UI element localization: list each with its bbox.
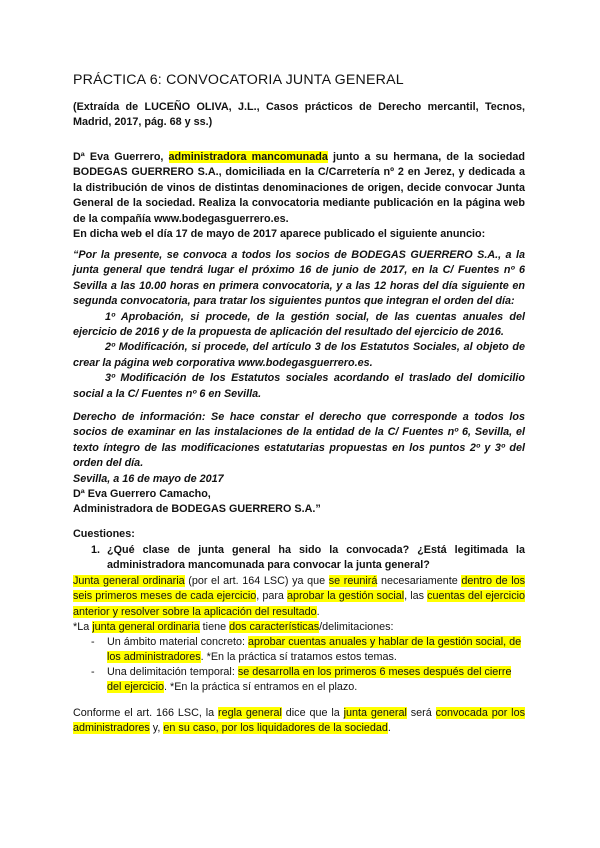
highlight: junta general ordinaria [92, 621, 200, 633]
announcement-opening: “Por la presente, se convoca a todos los socios de BODEGAS GUERRERO S.A., a la junta general que tendrá lugar el próximo 16 de junio de 2017, en la C/ Fuentes nº 6 Sevilla a las 10.00 horas en primera convocatoria, y a las 12 horas del día siguiente en segunda convocatoria, para tratar los siguientes puntos que integran el orden del día: [73, 249, 525, 308]
answer-text: *La [73, 621, 93, 633]
answer-text: , las [404, 590, 428, 603]
highlight: convocada por los administradores [73, 707, 525, 735]
answer-text: dice que la [281, 707, 344, 719]
question-text: ¿Qué clase de junta general ha sido la convocada? ¿Está legitimada la administradora mancomunada para convocar la junta general? [107, 544, 525, 572]
highlight: cuentas del ejercicio anterior y resolver sobre la aplicación del resultado [73, 590, 525, 618]
list-item [73, 665, 525, 696]
announcement-date: Sevilla, a 16 de mayo de 2017 [73, 472, 224, 485]
highlight: junta general [343, 707, 407, 719]
source-citation: (Extraída de LUCEÑO OLIVA, J.L., Casos prácticos de Derecho mercantil, Tecnos, Madrid, 2017, pág. 68 y ss.) [73, 101, 525, 129]
answer-text: Conforme el art. 166 LSC, la [73, 707, 219, 719]
question-1 [73, 543, 525, 574]
intro-text-1: Dª Eva Guerrero, [73, 151, 164, 163]
questions-heading: Cuestiones: [73, 528, 135, 540]
highlight: regla general [218, 707, 282, 719]
highlight: Junta general ordinaria [73, 575, 185, 587]
answer-paragraph-2 [73, 620, 525, 635]
answer-text: será [406, 707, 436, 719]
answer-paragraph-3 [73, 706, 525, 737]
answer-text: /delimitaciones: [319, 621, 394, 633]
signatory-name: Dª Eva Guerrero Camacho, [73, 488, 211, 501]
answer-text: necesariamente [377, 575, 462, 587]
intro-text-3: En dicha web el día 17 de mayo de 2017 aparece publicado el siguiente anuncio: [73, 228, 486, 241]
bullet-dash: - [91, 666, 95, 678]
announcement-footer [73, 410, 525, 518]
agenda-item-1: 1º Aprobación, si procede, de la gestión social, de las cuentas anuales del ejercicio de 2016 y de la propuesta de aplicación del resultado del ejercicio de 2016. [73, 310, 525, 339]
agenda-item-2: 2º Modificación, si procede, del artículo 3 de los Estatutos Sociales, al objeto de crear la página web corporativa www.bodegasguerrero.es. [73, 341, 525, 369]
answer-paragraph-1 [73, 574, 525, 620]
answer-text: , para [256, 590, 287, 603]
information-right-paragraph: Derecho de información: Se hace constar el derecho que corresponde a todos los socios de examinar en las instalaciones de la entidad de la C/ Fuentes nº 6, Sevilla, el texto íntegro de las modificaciones estatutarias propuestas en los puntos 2º y 3º del orden del día. [73, 411, 525, 470]
highlight: se reunirá [328, 575, 378, 587]
list-item [73, 635, 525, 666]
highlight: dos características [229, 621, 320, 633]
intro-highlight-role: administradora mancomunada [168, 151, 328, 163]
intro-text-2: junto a su hermana, de la sociedad BODEGAS GUERRERO S.A., domiciliada en la C/Carretería nº 2 en Jerez, y dedicada a la distribución de vinos de distintas denominaciones de origen, decide convocar Junta General de la sociedad. Realiza la convocatoria mediante publicación en la página web de la compañía www.bodegasguerrero.es. [73, 151, 525, 225]
answer-text: y, [149, 722, 164, 735]
answer-text: . [316, 605, 320, 618]
announcement-block [73, 248, 525, 402]
highlight: aprobar cuentas anuales y hablar de la gestión social, de los administradores [107, 636, 522, 664]
highlight: dentro de los seis primeros meses de cada ejercicio [73, 575, 526, 603]
highlight: se desarrolla en los primeros 6 meses después del cierre del ejercicio [107, 666, 512, 694]
answer-text: . [387, 722, 391, 735]
bullet-dash: - [91, 636, 95, 648]
answer-text: (por el art. 164 LSC) ya que [184, 575, 329, 587]
document-title: PRÁCTICA 6: CONVOCATORIA JUNTA GENERAL [73, 72, 404, 88]
answer-text: Una delimitación temporal: [107, 666, 238, 678]
agenda-item-3: 3º Modificación de los Estatutos sociales acordando el traslado del domicilio social a la C/ Fuentes nº 6 en Sevilla. [73, 372, 525, 400]
highlight: aprobar la gestión social [286, 590, 405, 603]
answer-text: Un ámbito material concreto: [107, 636, 249, 648]
intro-paragraph [73, 150, 525, 242]
answer-text: . *En la práctica sí tratamos estos temas. [200, 651, 397, 664]
highlight: en su caso, por los liquidadores de la sociedad [163, 722, 388, 735]
answer-text: tiene [199, 621, 230, 633]
signatory-role: Administradora de BODEGAS GUERRERO S.A.” [73, 503, 321, 516]
question-number: 1. [91, 544, 101, 556]
answer-text: . *En la práctica sí entramos en el plazo. [164, 681, 358, 694]
